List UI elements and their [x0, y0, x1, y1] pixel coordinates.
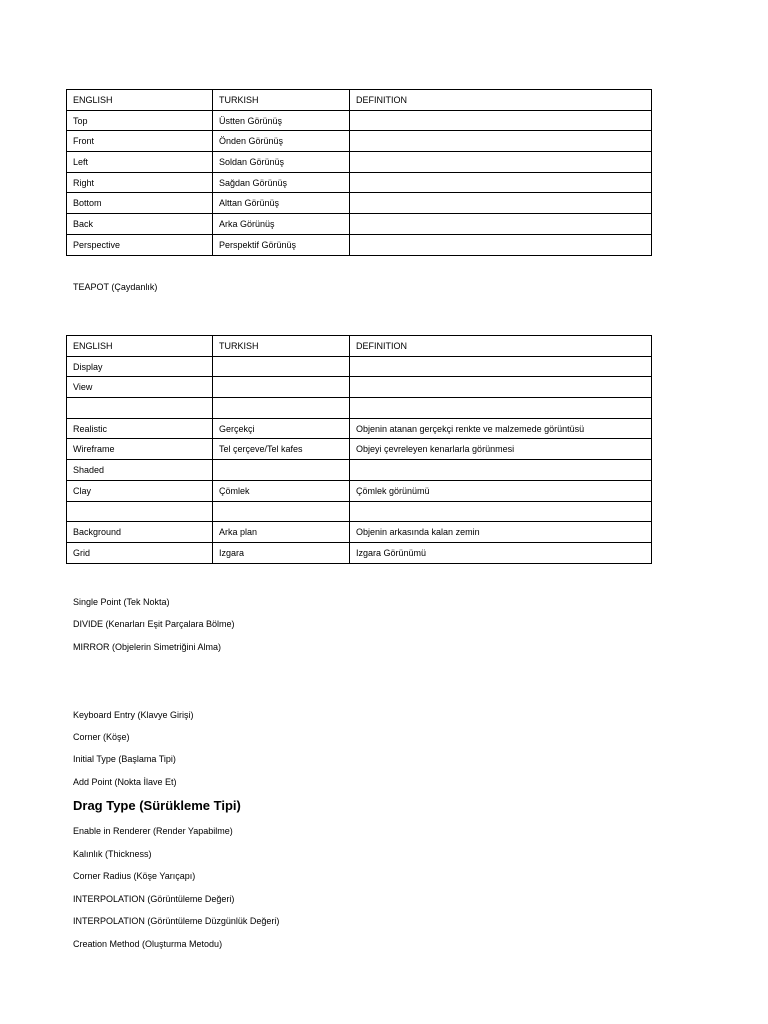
table-cell: Çömlek — [213, 480, 350, 501]
table-cell: Left — [67, 152, 213, 173]
term-line: Keyboard Entry (Klavye Girişi) — [73, 710, 194, 720]
table-row — [67, 234, 652, 255]
table-cell: Back — [67, 214, 213, 235]
table-cell: Perspective — [67, 234, 213, 255]
table-cell: Objeyi çevreleyen kenarlarla görünmesi — [350, 439, 652, 460]
table-cell — [350, 152, 652, 173]
table-cell: Önden Görünüş — [213, 131, 350, 152]
table-cell — [350, 172, 652, 193]
table-cell: Soldan Görünüş — [213, 152, 350, 173]
column-header: TURKISH — [213, 90, 350, 111]
table-cell — [67, 398, 213, 419]
table-row — [67, 398, 652, 419]
column-header: ENGLISH — [67, 336, 213, 357]
table-cell — [350, 377, 652, 398]
table-row — [67, 522, 652, 543]
table-cell: Tel çerçeve/Tel kafes — [213, 439, 350, 460]
table-cell: Izgara Görünümü — [350, 542, 652, 563]
table-cell: Çömlek görünümü — [350, 480, 652, 501]
table-cell: Bottom — [67, 193, 213, 214]
table-row — [67, 172, 652, 193]
table-cell: Realistic — [67, 418, 213, 439]
column-header: DEFINITION — [350, 336, 652, 357]
table-row — [67, 542, 652, 563]
table-row — [67, 377, 652, 398]
table-cell — [67, 501, 213, 522]
table-row — [67, 131, 652, 152]
table-cell — [350, 110, 652, 131]
table-cell — [213, 501, 350, 522]
table-row — [67, 418, 652, 439]
table-cell — [350, 398, 652, 419]
views-table — [66, 89, 652, 256]
table-row — [67, 152, 652, 173]
table-cell: Arka Görünüş — [213, 214, 350, 235]
term-line: INTERPOLATION (Görüntüleme Düzgünlük Değeri) — [73, 916, 280, 926]
table-cell: Üstten Görünüş — [213, 110, 350, 131]
term-line: INTERPOLATION (Görüntüleme Değeri) — [73, 894, 235, 904]
term-line: MIRROR (Objelerin Simetriğini Alma) — [73, 642, 222, 652]
display-table-body — [67, 336, 652, 564]
table-cell — [213, 377, 350, 398]
term-line: Creation Method (Oluşturma Metodu) — [73, 939, 223, 949]
table-header-row — [67, 336, 652, 357]
column-header: ENGLISH — [67, 90, 213, 111]
term-line: Corner (Köşe) — [73, 732, 130, 742]
table-cell: View — [67, 377, 213, 398]
table-row — [67, 356, 652, 377]
table-row — [67, 110, 652, 131]
table-row — [67, 501, 652, 522]
table-cell — [350, 193, 652, 214]
table-cell — [350, 214, 652, 235]
table-row — [67, 439, 652, 460]
table-cell: Top — [67, 110, 213, 131]
term-line: Add Point (Nokta İlave Et) — [73, 777, 177, 787]
table-cell: Gerçekçi — [213, 418, 350, 439]
table-cell: Izgara — [213, 542, 350, 563]
table-cell — [350, 501, 652, 522]
term-line: Enable in Renderer (Render Yapabilme) — [73, 826, 233, 836]
table-cell — [213, 460, 350, 481]
table-row — [67, 480, 652, 501]
table-row — [67, 460, 652, 481]
column-header: DEFINITION — [350, 90, 652, 111]
table-header-row — [67, 90, 652, 111]
table-cell: Sağdan Görünüş — [213, 172, 350, 193]
term-line: DIVIDE (Kenarları Eşit Parçalara Bölme) — [73, 619, 235, 629]
term-heading: Drag Type (Sürükleme Tipi) — [73, 798, 241, 813]
term-line: Corner Radius (Köşe Yarıçapı) — [73, 871, 196, 881]
table-cell: Display — [67, 356, 213, 377]
table-row — [67, 193, 652, 214]
table-cell: Arka plan — [213, 522, 350, 543]
column-header: TURKISH — [213, 336, 350, 357]
display-table — [66, 335, 652, 564]
table-cell: Grid — [67, 542, 213, 563]
table-cell: Wireframe — [67, 439, 213, 460]
term-line: Kalınlık (Thickness) — [73, 849, 152, 859]
table-cell: Front — [67, 131, 213, 152]
table-cell — [350, 460, 652, 481]
table-cell: Objenin atanan gerçekçi renkte ve malzemede görüntüsü — [350, 418, 652, 439]
table-cell — [350, 234, 652, 255]
views-table-body — [67, 90, 652, 256]
table-cell: Shaded — [67, 460, 213, 481]
table-cell — [213, 398, 350, 419]
table-cell: Right — [67, 172, 213, 193]
table-cell: Clay — [67, 480, 213, 501]
table-cell: Objenin arkasında kalan zemin — [350, 522, 652, 543]
teapot-label: TEAPOT (Çaydanlık) — [73, 282, 158, 292]
table-cell: Perspektif Görünüş — [213, 234, 350, 255]
table-cell — [350, 131, 652, 152]
table-row — [67, 214, 652, 235]
term-line: Single Point (Tek Nokta) — [73, 597, 170, 607]
term-line: Initial Type (Başlama Tipi) — [73, 754, 176, 764]
table-cell — [213, 356, 350, 377]
table-cell — [350, 356, 652, 377]
table-cell: Alttan Görünüş — [213, 193, 350, 214]
table-cell: Background — [67, 522, 213, 543]
